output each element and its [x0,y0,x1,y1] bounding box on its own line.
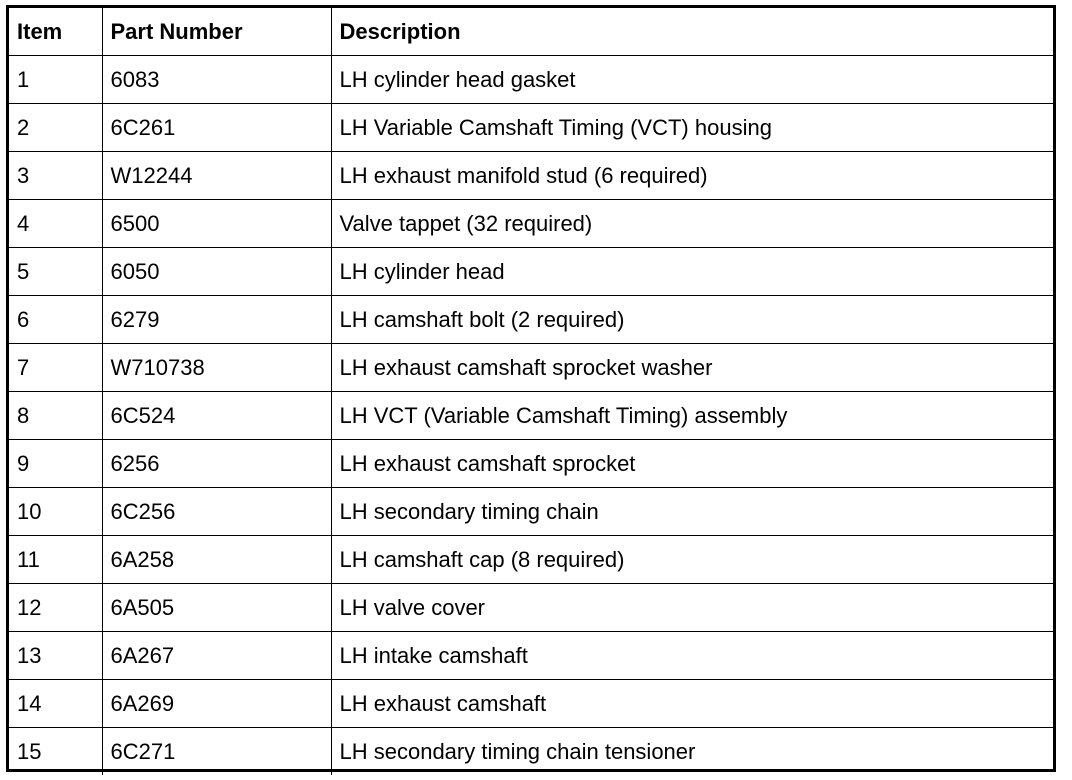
cell-part-number: 6C271 [102,728,331,776]
table-row [9,104,1053,152]
cell-description: LH exhaust camshaft sprocket washer [331,344,1053,392]
cell-part-number: 6083 [102,56,331,104]
cell-item: 15 [9,728,102,776]
cell-part-number: 6500 [102,200,331,248]
cell-description: LH intake camshaft [331,632,1053,680]
cell-item: 4 [9,200,102,248]
cell-part-number: 6279 [102,296,331,344]
header-row [9,8,1053,56]
cell-part-number: 6050 [102,248,331,296]
cell-description: LH secondary timing chain [331,488,1053,536]
cell-description: LH camshaft cap (8 required) [331,536,1053,584]
parts-table-frame [6,5,1056,772]
cell-item: 1 [9,56,102,104]
table-row [9,584,1053,632]
table-row [9,296,1053,344]
cell-part-number: 6A505 [102,584,331,632]
cell-part-number: 6C524 [102,392,331,440]
table-row [9,440,1053,488]
cell-part-number: 6256 [102,440,331,488]
table-row [9,632,1053,680]
table-row [9,392,1053,440]
cell-description: LH exhaust manifold stud (6 required) [331,152,1053,200]
cell-description: LH Variable Camshaft Timing (VCT) housing [331,104,1053,152]
table-row [9,536,1053,584]
cell-part-number: 6A267 [102,632,331,680]
cell-description: Valve tappet (32 required) [331,200,1053,248]
table-body [9,56,1053,776]
table-header [9,8,1053,56]
cell-item: 8 [9,392,102,440]
cell-item: 2 [9,104,102,152]
cell-description: LH cylinder head [331,248,1053,296]
cell-item: 6 [9,296,102,344]
table-row [9,488,1053,536]
cell-description: LH VCT (Variable Camshaft Timing) assembly [331,392,1053,440]
cell-item: 12 [9,584,102,632]
header-part-number: Part Number [102,8,331,56]
cell-item: 11 [9,536,102,584]
table-row [9,344,1053,392]
cell-description: LH cylinder head gasket [331,56,1053,104]
cell-description: LH secondary timing chain tensioner [339,738,696,764]
cell-description: LH exhaust camshaft sprocket [331,440,1053,488]
cell-part-number: W710738 [102,344,331,392]
table-row [9,248,1053,296]
cell-description: LH camshaft bolt (2 required) [331,296,1053,344]
cell-part-number: 6C261 [102,104,331,152]
cell-part-number: 6A258 [102,536,331,584]
cell-item: 9 [9,440,102,488]
cell-item: 10 [9,488,102,536]
parts-table [9,8,1053,775]
header-item: Item [9,8,102,56]
cell-item: 5 [9,248,102,296]
cell-item: 7 [9,344,102,392]
table-row [9,56,1053,104]
header-description: Description [331,8,1053,56]
cell-part-number: 6C256 [102,488,331,536]
cell-part-number: 6A269 [102,680,331,728]
cell-description: LH exhaust camshaft [331,680,1053,728]
table-row [9,200,1053,248]
table-row [9,728,1053,776]
cell-item: 14 [9,680,102,728]
table-row [9,152,1053,200]
cell-item: 3 [9,152,102,200]
cell-item: 13 [9,632,102,680]
table-row [9,680,1053,728]
cell-description: LH valve cover [331,584,1053,632]
cell-part-number: W12244 [102,152,331,200]
